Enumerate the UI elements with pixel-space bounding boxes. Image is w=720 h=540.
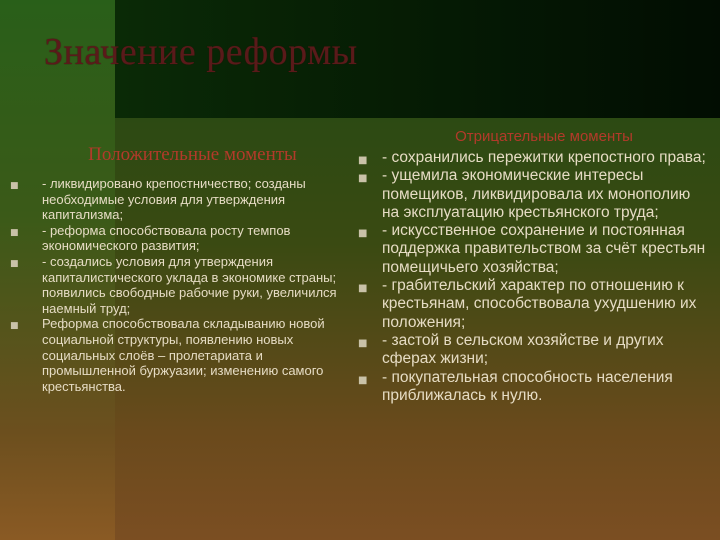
list-item-text: - застой в сельском хозяйстве и других сферах жизни; xyxy=(382,331,664,368)
positive-list xyxy=(10,176,355,394)
list-item xyxy=(10,176,355,223)
square-bullet-icon: ■ xyxy=(10,321,19,332)
square-bullet-icon: ■ xyxy=(358,155,368,166)
square-bullet-icon: ■ xyxy=(10,227,19,238)
negative-heading: Отрицательные моменты xyxy=(455,128,633,145)
square-bullet-icon: ■ xyxy=(358,173,368,185)
list-item-text: - сохранились пережитки крепостного права; xyxy=(382,149,706,166)
square-bullet-icon: ■ xyxy=(10,258,19,269)
list-item-text: - покупательная способность населения приближалась к нулю. xyxy=(382,368,673,404)
negative-list xyxy=(358,149,710,405)
list-item-text: - реформа способствовала росту темпов экономического развития; xyxy=(42,222,291,254)
list-item xyxy=(10,223,355,254)
list-item xyxy=(358,167,710,222)
list-item-text: Реформа способствовала складыванию новой социальной структуры, появлению новых социальных слоёв – пролетариата и промышленной буржуазии; изменению самого крестьянства. xyxy=(42,316,325,394)
list-item-text: - ущемила экономические интересы помещиков, ликвидировала их монополию на эксплуатацию крестьянского труда; xyxy=(382,167,691,221)
list-item-text: - ликвидировано крепостничество; созданы необходимые условия для утверждения капитализма; xyxy=(42,176,306,223)
square-bullet-icon: ■ xyxy=(358,337,368,349)
list-item xyxy=(358,332,710,369)
slide-title: Значение реформы xyxy=(44,31,358,73)
positive-column xyxy=(10,144,355,394)
list-item-text: - грабительский характер по отношению к крестьянам, способствовала ухудшению их положения; xyxy=(382,277,697,331)
square-bullet-icon: ■ xyxy=(358,283,368,295)
square-bullet-icon: ■ xyxy=(358,374,368,386)
list-item xyxy=(358,149,710,167)
square-bullet-icon: ■ xyxy=(10,181,19,191)
list-item xyxy=(10,254,355,316)
square-bullet-icon: ■ xyxy=(358,228,368,240)
list-item xyxy=(358,222,710,277)
list-item xyxy=(10,316,355,394)
positive-heading: Положительные моменты xyxy=(88,144,297,165)
list-item-text: - искусственное сохранение и постоянная поддержка правительством за счёт крестьян помещичьего хозяйства; xyxy=(382,222,706,276)
list-item xyxy=(358,369,710,406)
list-item-text: - создались условия для утверждения капиталистического уклада в экономике страны; появились свободные рабочие руки, увеличился наемный труд; xyxy=(42,253,337,316)
list-item xyxy=(358,277,710,332)
negative-column xyxy=(358,128,710,405)
